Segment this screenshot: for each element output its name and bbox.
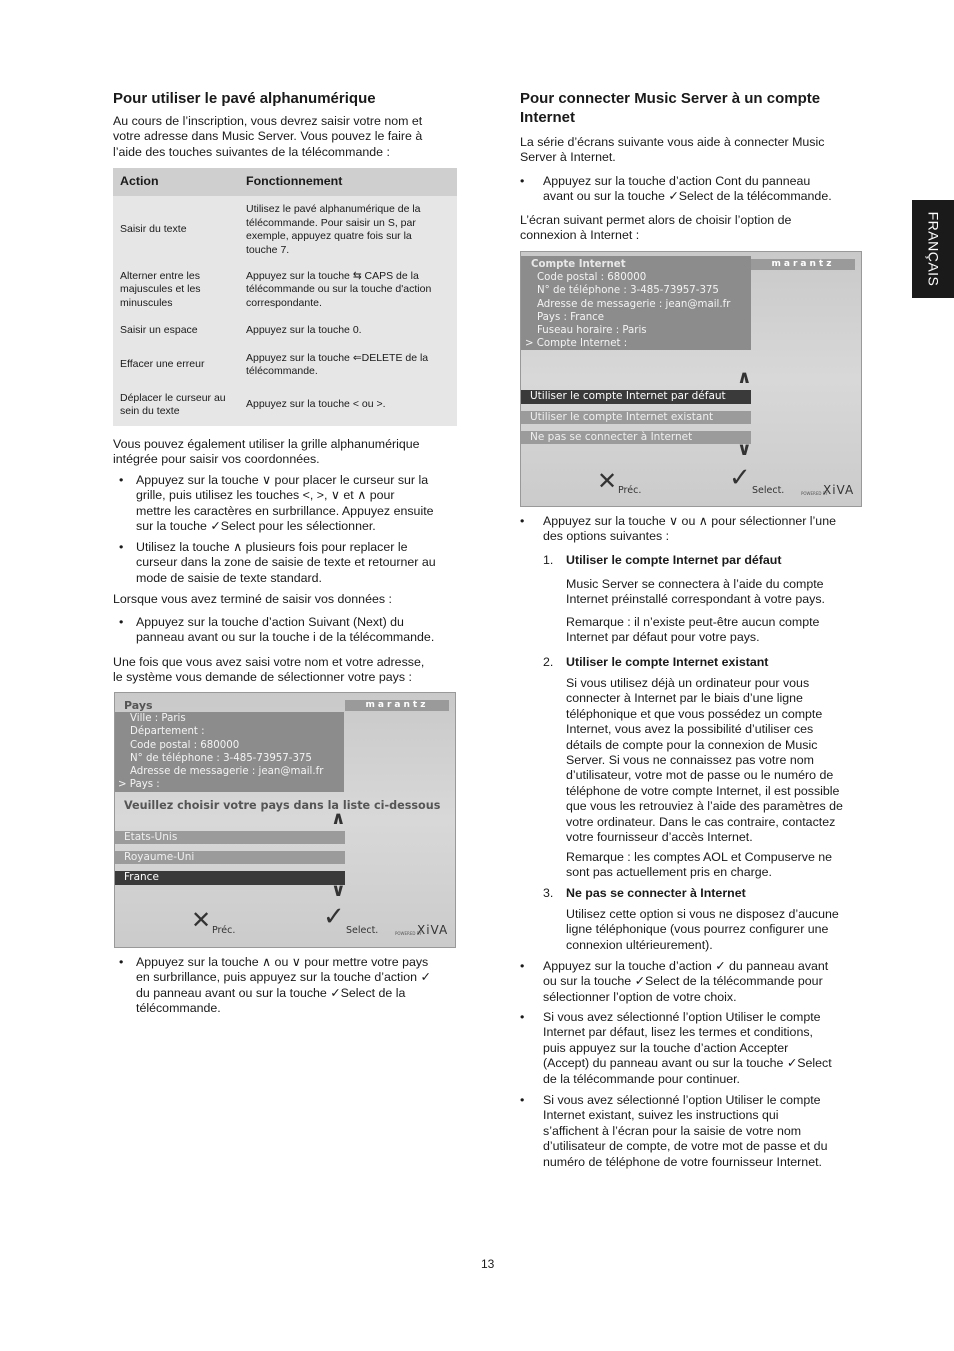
info-line: Département : <box>130 726 205 737</box>
heading-line: Internet <box>520 109 576 126</box>
text-line: télécommande. <box>136 1001 221 1016</box>
cell-text: Utilisez le pavé alphanumérique de la <box>246 203 421 215</box>
powered-by-label: POWERED BY <box>395 931 422 936</box>
done-paragraph: Lorsque vous avez terminé de saisir vos données : <box>113 592 392 606</box>
section-heading-keypad: Pour utiliser le pavé alphanumérique <box>113 90 376 107</box>
marantz-logo: marantz <box>345 700 449 711</box>
text-line: intégrée pour saisir vos coordonnées. <box>113 452 320 467</box>
text-line: Si vous avez sélectionné l’option Utiliser le compte <box>543 1010 821 1024</box>
text-line: du panneau avant ou sur la touche ✓Select de la <box>136 985 406 1000</box>
text-line: détails de compte pour la connexion de Music <box>566 737 818 752</box>
up-arrow-icon[interactable]: ∧ <box>331 808 346 829</box>
text-line: connecter à Internet par le biais d’une ligne <box>566 691 803 706</box>
option-title: Utiliser le compte Internet par défaut <box>566 553 782 567</box>
cell-text: Saisir un espace <box>120 324 198 337</box>
back-label[interactable]: Préc. <box>618 485 642 496</box>
cell-text: touche 7. <box>246 243 290 256</box>
cell-text: télécommande. <box>246 365 318 377</box>
text-line: grille, puis utilisez les touches <, >, ∨ et ∧ pour <box>136 488 395 503</box>
text-line: en surbrillance, puis appuyez sur la touche d’action ✓ <box>136 970 431 985</box>
select-check-icon: ✓ <box>323 902 345 932</box>
text-line: votre ordinateur. Dans le cas contraire, contactez <box>566 814 836 829</box>
text-line: d’utilisateur, votre mot de passe ou le numéro de <box>566 768 834 783</box>
info-line: Adresse de messagerie : jean@mail.fr <box>130 766 324 777</box>
text-line: Au cours de l’inscription, vous devrez saisir votre nom et <box>113 114 423 128</box>
text-line: ligne téléphonique (vous pourrez configurer une <box>566 922 829 937</box>
select-label[interactable]: Select. <box>752 485 785 496</box>
select-label[interactable]: Select. <box>346 925 379 936</box>
text-line: téléphonique et que vous possédez un compte <box>566 706 823 721</box>
cell-text: télécommande ou sur la touche d'action <box>246 283 432 296</box>
cell-text: Appuyez sur la touche ⇐DELETE de la <box>246 351 429 364</box>
text-line: Si vous utilisez déjà un ordinateur pour vous <box>566 676 810 690</box>
table-cell-function <box>239 264 457 316</box>
info-line: Ville : Paris <box>130 713 186 724</box>
option-number: 2. <box>543 655 554 669</box>
text-line: numéro de téléphone de votre fournisseur Internet. <box>543 1154 822 1169</box>
text-line: sont pas actuellement pris en charge. <box>566 865 772 880</box>
text-line: s’affichent à l’écran pour la saisie de votre nom <box>543 1123 802 1138</box>
info-line: Adresse de messagerie : jean@mail.fr <box>537 299 731 310</box>
cell-text: Appuyez sur la touche 0. <box>246 324 362 337</box>
table-cell-function <box>239 316 457 346</box>
internet-option[interactable]: Utiliser le compte Internet existant <box>521 411 751 424</box>
info-line: Fuseau horaire : Paris <box>537 325 647 336</box>
text-line: Appuyez sur la touche d’action Suivant (Next) du <box>136 615 404 629</box>
info-line: > Compte Internet : <box>525 338 628 349</box>
text-line: votre fournisseur d’accès Internet. <box>566 830 753 845</box>
text-line: panneau avant ou sur la touche i de la télécommande. <box>136 630 435 645</box>
text-line: Si vous avez sélectionné l’option Utiliser le compte <box>543 1093 821 1107</box>
screen-title: Compte Internet <box>531 259 626 270</box>
table-header-row <box>113 168 457 196</box>
cell-text: majuscules et les <box>120 283 201 296</box>
text-line: que vous les retrouviez à l’aide des paramètres de <box>566 799 843 814</box>
option-text <box>566 577 866 608</box>
down-arrow-icon[interactable]: ∨ <box>737 439 752 460</box>
country-option[interactable]: Etats-Unis <box>115 831 345 844</box>
page-number: 13 <box>481 1257 495 1271</box>
table-cell-function <box>239 384 457 426</box>
cell-text: correspondante. <box>246 296 322 309</box>
cell-text: minuscules <box>120 296 173 309</box>
text-line: connexion à Internet : <box>520 228 640 243</box>
xiva-logo: XiVA <box>823 483 855 497</box>
cell-text: Saisir du texte <box>120 223 187 236</box>
text-line: L’écran suivant permet alors de choisir l’option de <box>520 213 792 227</box>
country-screen <box>114 692 456 948</box>
text-line: Appuyez sur la touche d’action ✓ du panneau avant <box>543 959 829 973</box>
table-row <box>113 264 457 316</box>
table-header-function: Fonctionnement <box>239 168 457 196</box>
option-number: 3. <box>543 886 554 900</box>
table-cell-action <box>113 384 239 426</box>
back-x-icon: ✕ <box>191 906 212 934</box>
text-line: Une fois que vous avez saisi votre nom et votre adresse, <box>113 655 425 669</box>
info-line: Code postal : 680000 <box>130 740 240 751</box>
option-title: Ne pas se connecter à Internet <box>566 886 746 900</box>
text-line: (Accept) du panneau avant ou sur la touche ✓Select <box>543 1056 832 1071</box>
cell-text: exemple, appuyez quatre fois sur la <box>246 230 412 242</box>
table-cell-function <box>239 196 457 264</box>
choose-paragraph <box>520 213 865 244</box>
internet-option-selected[interactable]: Utiliser le compte Internet par défaut <box>521 390 751 404</box>
table-header-action: Action <box>113 168 239 196</box>
text-line: mettre les caractères en surbrillance. Appuyez ensuite <box>136 503 434 518</box>
table-row <box>113 316 457 346</box>
text-line: Internet par défaut, lisez les termes et conditions, <box>543 1025 813 1040</box>
table-cell-action <box>113 264 239 316</box>
back-x-icon: ✕ <box>597 467 618 495</box>
text-line: La série d’écrans suivante vous aide à connecter Music <box>520 135 825 149</box>
cell-text: Appuyez sur la touche ⇆ CAPS de la <box>246 269 419 282</box>
up-arrow-icon[interactable]: ∧ <box>737 367 752 388</box>
option-text <box>566 676 866 845</box>
country-option-selected[interactable]: France <box>115 871 345 885</box>
internet-account-screen <box>520 251 862 507</box>
text-line: curseur dans la zone de saisie de texte et retourner au <box>136 555 436 570</box>
text-line: Internet existant, suivez les instructions qui <box>543 1108 779 1123</box>
option-note <box>566 615 866 646</box>
info-line: Code postal : 680000 <box>537 272 647 283</box>
text-line: mode de saisie de texte standard. <box>136 570 322 585</box>
text-line: avant ou sur la touche ✓Select de la télécommande. <box>543 189 832 204</box>
section-heading-internet <box>520 89 865 127</box>
country-option[interactable]: Royaume-Uni <box>115 851 345 864</box>
table-row <box>113 384 457 426</box>
text-line: Server à Internet. <box>520 150 616 165</box>
text-line: le système vous demande de sélectionner votre pays : <box>113 670 412 685</box>
cell-text: Déplacer le curseur au <box>120 391 226 404</box>
table-cell-action <box>113 316 239 346</box>
info-line: Pays : France <box>537 312 605 323</box>
internet-intro <box>520 135 865 166</box>
keypad-function-table <box>113 168 457 426</box>
text-line: votre adresse dans Music Server. Vous pouvez le faire à <box>113 129 423 144</box>
option-title: Utiliser le compte Internet existant <box>566 655 769 669</box>
powered-by-label: POWERED BY <box>801 491 828 496</box>
cell-text: Appuyez sur la touche < ou >. <box>246 398 386 411</box>
xiva-logo: XiVA <box>417 923 449 937</box>
text-line: Remarque : il n’existe peut-être aucun compte <box>566 615 820 629</box>
text-line: Internet par défaut pour votre pays. <box>566 630 760 645</box>
table-row <box>113 196 457 264</box>
text-line: des options suivantes : <box>543 529 670 544</box>
text-line: connexion ultérieurement). <box>566 937 713 952</box>
country-prompt: Veuillez choisir votre pays dans la liste ci-dessous <box>124 799 441 812</box>
text-line: téléphone de votre compte Internet, il est possible <box>566 783 840 798</box>
table-row <box>113 346 457 384</box>
text-line: Utilisez la touche ∧ plusieurs fois pour replacer le <box>136 540 408 554</box>
option-text <box>566 907 866 953</box>
text-line: Appuyez sur la touche d’action Cont du panneau <box>543 174 811 188</box>
text-line: sur la touche ✓Select pour les sélectionner. <box>136 519 376 534</box>
text-line: Appuyez sur la touche ∨ pour placer le curseur sur la <box>136 473 429 487</box>
keypad-intro <box>113 114 458 160</box>
grid-paragraph <box>113 437 458 468</box>
table-cell-action <box>113 346 239 384</box>
text-line: puis appuyez sur la touche d’action Accepter <box>543 1040 789 1055</box>
cell-text: Effacer une erreur <box>120 358 205 371</box>
text-line: Internet préinstallé correspondant à votre pays. <box>566 592 825 607</box>
internet-option[interactable]: Ne pas se connecter à Internet <box>521 431 751 444</box>
screen-title: Pays <box>124 699 153 712</box>
text-line: sélectionner l’option de votre choix. <box>543 989 737 1004</box>
cell-text: télécommande. Pour saisir un S, par <box>246 216 416 229</box>
back-label[interactable]: Préc. <box>212 925 236 936</box>
text-line: ou sur la touche ✓Select de la télécommande pour <box>543 974 823 989</box>
text-line: de la télécommande pour continuer. <box>543 1071 740 1086</box>
language-tab <box>912 200 954 298</box>
cell-text: sein du texte <box>120 405 180 417</box>
text-line: Appuyez sur la touche ∨ ou ∧ pour sélectionner l’une <box>543 514 836 528</box>
table-cell-function <box>239 346 457 384</box>
option-note <box>566 850 866 881</box>
text-line: l’aide des touches suivantes de la télécommande : <box>113 144 390 159</box>
country-paragraph <box>113 655 458 686</box>
text-line: Vous pouvez également utiliser la grille alphanumérique <box>113 437 420 451</box>
heading-line: Pour connecter Music Server à un compte <box>520 90 821 107</box>
text-line: Appuyez sur la touche ∧ ou ∨ pour mettre votre pays <box>136 955 429 969</box>
text-line: Server. Si vous ne connaissez pas votre nom <box>566 753 814 768</box>
table-cell-action <box>113 196 239 264</box>
option-number: 1. <box>543 553 554 567</box>
info-line: N° de téléphone : 3-485-73957-375 <box>130 753 312 764</box>
select-check-icon: ✓ <box>729 463 751 493</box>
marantz-logo: marantz <box>751 259 855 270</box>
text-line: Internet, vous avez la possibilité d’utiliser ces <box>566 722 814 737</box>
text-line: Remarque : les comptes AOL et Compuserve ne <box>566 850 833 864</box>
text-line: d’utilisateur de compte, de votre mot de passe et du <box>543 1139 828 1154</box>
text-line: Utilisez cette option si vous ne disposez d’aucune <box>566 907 839 921</box>
down-arrow-icon[interactable]: ∨ <box>331 880 346 901</box>
text-line: Music Server se connectera à l’aide du compte <box>566 577 824 591</box>
info-line: N° de téléphone : 3-485-73957-375 <box>537 285 719 296</box>
cell-text: Alterner entre les <box>120 269 200 282</box>
language-tab-label: FRANÇAIS <box>925 211 942 287</box>
info-line: > Pays : <box>118 779 160 790</box>
